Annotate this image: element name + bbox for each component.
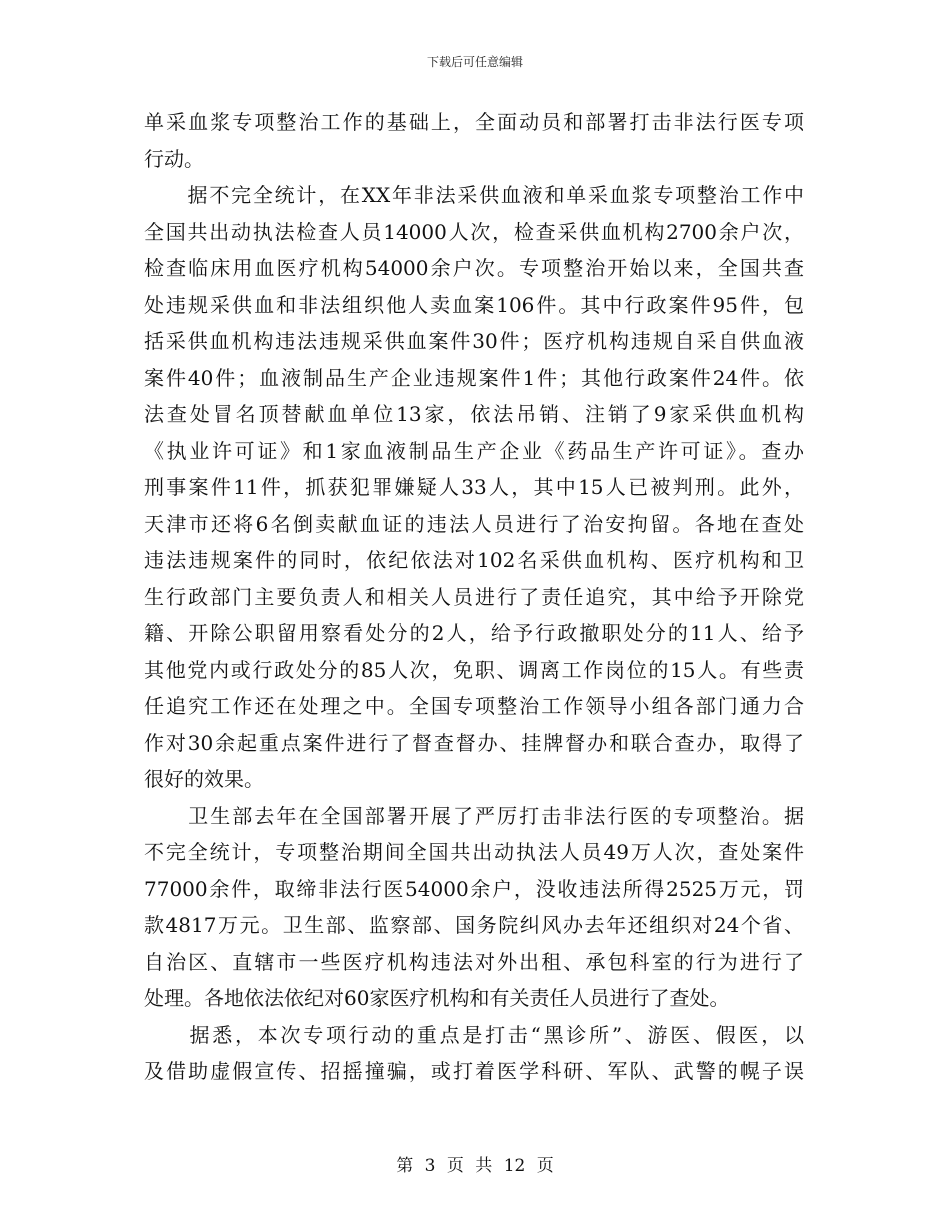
text-line: 刑事案件11件，抓获犯罪嫌疑人33人，其中15人已被判刑。此外， bbox=[144, 475, 804, 499]
text-line: 法查处冒名顶替献血单位13家，依法吊销、注销了9家采供血机构 bbox=[144, 402, 804, 426]
text-line: 77000余件，取缔非法行医54000余户，没收违法所得2525万元，罚 bbox=[144, 876, 804, 901]
text-line: 籍、开除公职留用察看处分的2人，给予行政撤职处分的11人、给予 bbox=[144, 621, 804, 645]
text-line: 及借助虚假宣传、招摇撞骗，或打着医学科研、军队、武警的幌子误 bbox=[144, 1059, 804, 1083]
text-line: 据不完全统计，在XX年非法采供血液和单采血浆专项整治工作中 bbox=[144, 183, 804, 207]
text-line: 括采供血机构违法违规采供血案件30件；医疗机构违规自采自供血液 bbox=[144, 329, 804, 353]
page-footer: 第 3 页 共 12 页 bbox=[396, 1156, 554, 1176]
text-line: 其他党内或行政处分的85人次，免职、调离工作岗位的15人。有些责 bbox=[144, 657, 804, 682]
page-header: 下载后可任意编辑 bbox=[426, 55, 523, 69]
text-line: 《执业许可证》和1家血液制品生产企业《药品生产许可证》。查办 bbox=[144, 438, 804, 463]
text-line: 作对30余起重点案件进行了督查督办、挂牌督办和联合查办，取得了 bbox=[144, 730, 804, 755]
text-line: 案件40件；血液制品生产企业违规案件1件；其他行政案件24件。依 bbox=[144, 365, 804, 390]
text-line: 处理。各地依法依纪对60家医疗机构和有关责任人员进行了查处。 bbox=[144, 986, 730, 1010]
text-line: 卫生部去年在全国部署开展了严厉打击非法行医的专项整治。据 bbox=[144, 803, 804, 828]
text-line: 不完全统计，专项整治期间全国共出动执法人员49万人次，查处案件 bbox=[144, 840, 804, 864]
text-line: 很好的效果。 bbox=[144, 767, 264, 791]
text-line: 天津市还将6名倒卖献血证的违法人员进行了治安拘留。各地在查处 bbox=[144, 511, 804, 536]
text-line: 检查临床用血医疗机构54000余户次。专项整治开始以来，全国共查 bbox=[144, 256, 804, 280]
text-line: 生行政部门主要负责人和相关人员进行了责任追究，其中给予开除党 bbox=[144, 584, 804, 609]
text-line: 单采血浆专项整治工作的基础上，全面动员和部署打击非法行医专项 bbox=[144, 110, 804, 134]
text-line: 处违规采供血和非法组织他人卖血案106件。其中行政案件95件，包 bbox=[144, 292, 804, 317]
text-line: 据悉，本次专项行动的重点是打击“黑诊所”、游医、假医，以 bbox=[144, 1022, 804, 1047]
text-line: 行动。 bbox=[144, 146, 204, 171]
text-line: 自治区、直辖市一些医疗机构违法对外出租、承包科室的行为进行了 bbox=[144, 949, 804, 974]
text-line: 款4817万元。卫生部、监察部、国务院纠风办去年还组织对24个省、 bbox=[144, 913, 804, 937]
text-line: 违法违规案件的同时，依纪依法对102名采供血机构、医疗机构和卫 bbox=[144, 548, 804, 572]
text-line: 全国共出动执法检查人员14000人次，检查采供血机构2700余户次， bbox=[144, 219, 804, 244]
document-body bbox=[144, 104, 804, 1090]
text-line: 任追究工作还在处理之中。全国专项整治工作领导小组各部门通力合 bbox=[144, 694, 804, 718]
